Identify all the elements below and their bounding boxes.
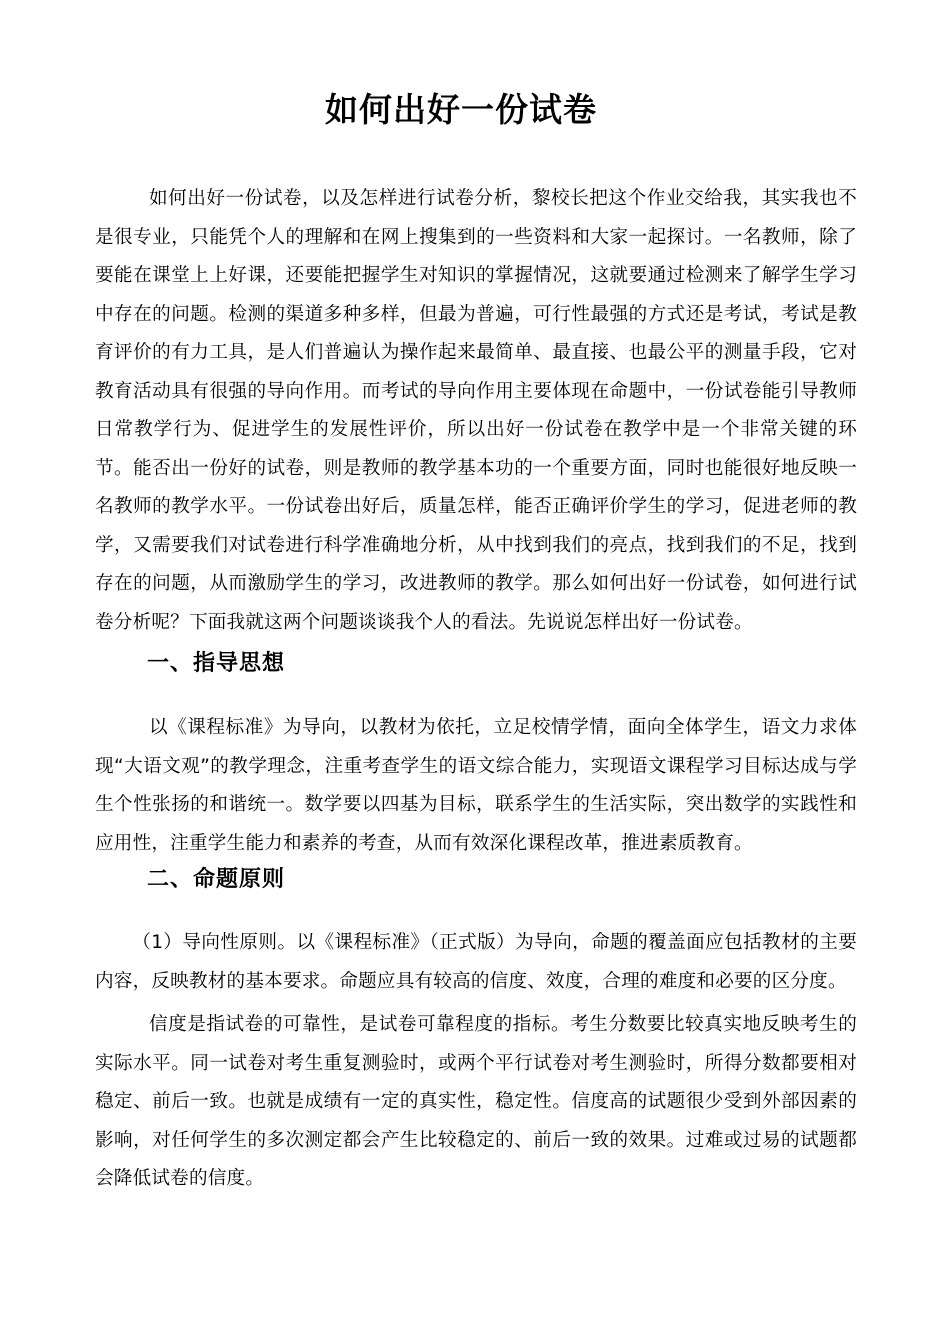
guiding-ideology-paragraph: 以《课程标准》为导向，以教材为依托，立足校情学情，面向全体学生，语文力求体现“大语文观”的教学理念，注重考查学生的语文综合能力，实现语文课程学习目标达成与学生个性张扬的和谐统一。数学要以四基为目标，联系学生的生活实际，突出数学的实践性和应用性，注重学生能力和素养的考查，从而有效深化课程改革，推进素质教育。 xyxy=(95,717,857,854)
reliability-paragraph: 信度是指试卷的可靠性，是试卷可靠程度的指标。考生分数要比较真实地反映考生的实际水平。同一试卷对考生重复测验时，或两个平行试卷对考生测验时，所得分数都要相对稳定、前后一致。也就是成绩有一定的真实性，稳定性。信度高的试题很少受到外部因素的影响，对任何学生的多次测定都会产生比较稳定的、前后一致的效果。过难或过易的试题都会降低试卷的信度。 xyxy=(95,1014,857,1189)
guidance-principle-paragraph: （1）导向性原则。以《课程标准》（正式版）为导向，命题的覆盖面应包括教材的主要内容，反映教材的基本要求。命题应具有较高的信度、效度，合理的难度和必要的区分度。 xyxy=(95,932,857,992)
section-heading-principles: 二、命题原则 xyxy=(147,867,286,892)
document-title: 如何出好一份试卷 xyxy=(325,90,597,129)
intro-paragraph: 如何出好一份试卷，以及怎样进行试卷分析，黎校长把这个作业交给我，其实我也不是很专业，只能凭个人的理解和在网上搜集到的一些资料和大家一起探讨。一名教师，除了要能在课堂上上好课，还要能把握学生对知识的掌握情况，这就要通过检测来了解学生学习中存在的问题。检测的渠道多种多样，但最为普遍，可行性最强的方式还是考试，考试是教育评价的有力工具，是人们普遍认为操作起来最简单、最直接、也最公平的测量手段，它对教育活动具有很强的导向作用。而考试的导向作用主要体现在命题中，一份试卷能引导教师日常教学行为、促进学生的发展性评价，所以出好一份试卷在教学中是一个非常关键的环节。能否出一份好的试卷，则是教师的教学基本功的一个重要方面，同时也能很好地反映一名教师的教学水平。一份试卷出好后，质量怎样，能否正确评价学生的学习，促进老师的教学，又需要我们对试卷进行科学准确地分析，从中找到我们的亮点，找到我们的不足，找到存在的问题，从而激励学生的学习，改进教师的教学。那么如何出好一份试卷，如何进行试卷分析呢？下面我就这两个问题谈谈我个人的看法。先说说怎样出好一份试卷。 xyxy=(95,188,857,633)
section-heading-guiding-ideology: 一、指导思想 xyxy=(147,651,286,676)
